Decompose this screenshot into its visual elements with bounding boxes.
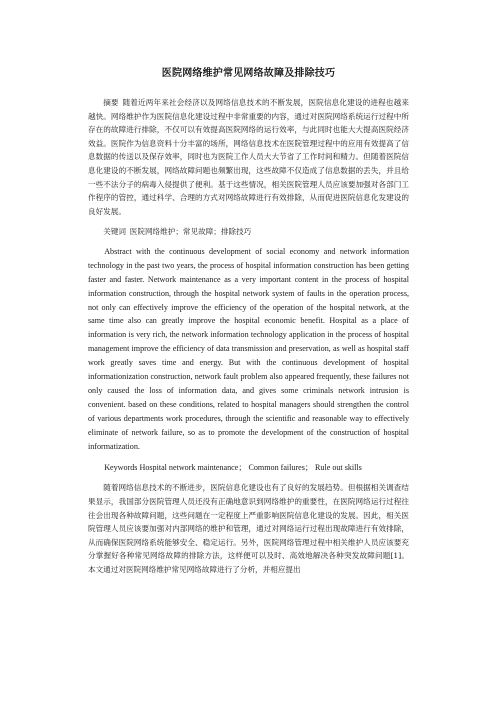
keywords-label: 关键词 [103,227,126,237]
keywords-english: Keywords Hospital network maintenance； Common failures； Rule out skills [104,462,362,472]
abstract-label: 摘要 [103,98,119,107]
abstract-chinese-text: 随着近两年来社会经济以及网络信息技术的不断发展，医院信息化建设的进程也越来越快。网络维护作为医院信息化建设过程中非常重要的内容，通过对医院网络系统运行过程中所存在的故障进行排除，不仅可以有效提高医院网络的运行效率，与此同时也能大大提高医院经济效益。医院作为信息资料十分丰富的场所，网络信息技术在医院管理过程中的应用有效提高了信息数据的传送以及保存效率，同时也为医院工作人员大大节省了工作时间和精力。但随着医院信息化建设的不断发展，网络故障问题也频繁出现，这些故障不仅造成了信息数据的丢失，并且给一些不法分子的病毒入侵提供了便利。基于这些情况，相关医院管理人员应该要加强对各部门工作程序的管控，通过科学、合理的方式对网络故障进行有效排除，从而促进医院信息化发建设的良好发展。 [88,98,409,216]
keywords-chinese-text: 医院网络维护；常见故障；排除技巧 [129,227,252,237]
body-paragraph: 随着网络信息技术的不断进步，医院信息化建设也有了良好的发展趋势。但根据相关调查结果显示，我国部分医院管理人员还没有正确地意识到网络维护的重要性，在医院网络运行过程往往会出现各种故障问题，这些问题在一定程度上严重影响医院信息化建设的发展。因此，相关医院管理人员应该要加强对内部网络的维护和管理，通过对网络运行过程出现故障进行有效排除，从而确保医院网络系统能够安全、稳定运行。另外，医院网络管理过程中相关维护人员应该要充分掌握好各种常见网络故障的排除方法，这样便可以及时、高效地解决各种突发故障问题[1]。本文通过对医院网络维护常见网络故障进行了分析，并相应提出 [88,483,409,574]
abstract-chinese [88,96,409,218]
abstract-english: Abstract with the continuous development of social economy and network information technology in the past two years, the process of hospital information construction has been getting faster and faster. Network maintenance as a very important content in the process of hospital information construction, through the hospital network system of faults in the operation process, not only can effectively improve the efficiency of the operation of the hospital network, at the same time also can greatly improve the hospital economic benefit. Hospital as a place of information is very rich, the network information technology application in the process of hospital management improve the efficiency of data transmission and preservation, as well as hospital staff work greatly saves time and energy. But with the continuous development of hospital informationization construction, network fault problem also appeared frequently, these failures not only caused the loss of information data, and gives some criminals network intrusion is convenient. based on these conditions, related to hospital managers should strengthen the control of various departments work procedures, through the scientific and reasonable way to effectively eliminate of network failure, so as to promote the development of the construction of hospital informatization. [88,246,409,451]
document-page [88,0,409,702]
paper-title: 医院网络维护常见网络故障及排除技巧 [161,68,336,79]
keywords-chinese [88,225,409,239]
